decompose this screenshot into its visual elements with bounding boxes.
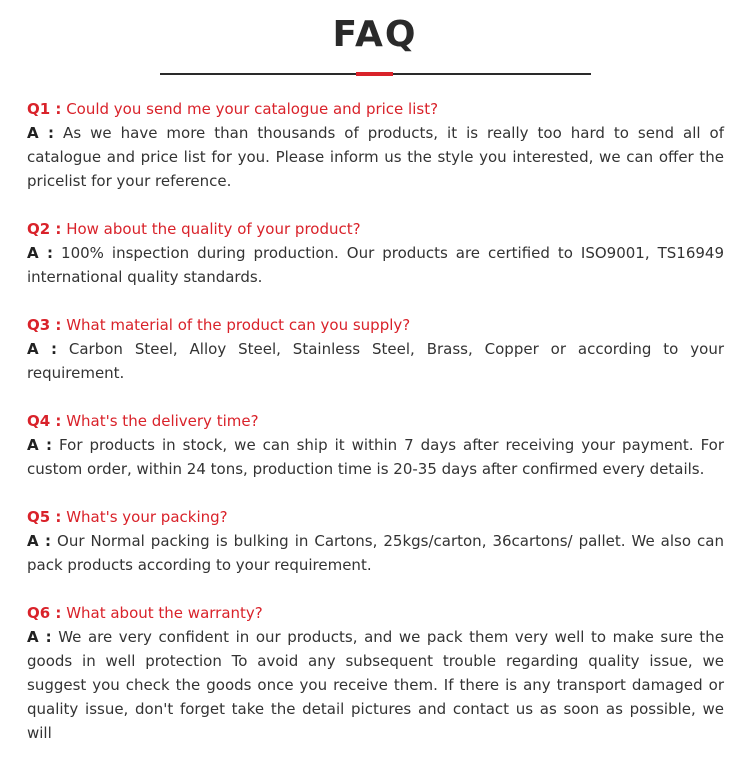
faq-item-5	[27, 505, 724, 577]
faq-answer	[27, 529, 724, 577]
question-label: Q5 :	[27, 508, 62, 526]
question-text: What about the warranty?	[61, 604, 263, 622]
faq-answer	[27, 121, 724, 193]
answer-label: A :	[27, 436, 53, 454]
question-label: Q1 :	[27, 100, 62, 118]
faq-answer	[27, 241, 724, 289]
faq-item-3	[27, 313, 724, 385]
faq-item-4	[27, 409, 724, 481]
answer-text: Carbon Steel, Alloy Steel, Stainless Steel, Brass, Copper or according to your requirement.	[27, 340, 724, 382]
question-label: Q4 :	[27, 412, 62, 430]
faq-question	[27, 409, 724, 433]
faq-answer	[27, 337, 724, 385]
faq-question	[27, 97, 724, 121]
question-label: Q2 :	[27, 220, 62, 238]
faq-answer	[27, 625, 724, 745]
question-label: Q6 :	[27, 604, 62, 622]
answer-label: A :	[27, 244, 54, 262]
faq-list	[27, 97, 724, 769]
answer-text: Our Normal packing is bulking in Cartons, 25kgs/carton, 36cartons/ pallet. We also can pack products according to your requirement.	[27, 532, 724, 574]
page-title: FAQ	[332, 14, 418, 55]
faq-item-1	[27, 97, 724, 193]
question-text: What's the delivery time?	[61, 412, 259, 430]
faq-item-2	[27, 217, 724, 289]
faq-answer	[27, 433, 724, 481]
faq-header	[0, 0, 750, 90]
answer-text: As we have more than thousands of products, it is really too hard to send all of catalogue and price list for you. Please inform us the style you interested, we can offer the pricelist for your reference.	[27, 124, 724, 190]
question-label: Q3 :	[27, 316, 62, 334]
faq-question	[27, 217, 724, 241]
faq-item-6	[27, 601, 724, 745]
answer-label: A :	[27, 532, 52, 550]
answer-label: A :	[27, 340, 57, 358]
faq-question	[27, 505, 724, 529]
answer-label: A :	[27, 628, 52, 646]
answer-text: 100% inspection during production. Our products are certified to ISO9001, TS16949 international quality standards.	[27, 244, 724, 286]
question-text: What's your packing?	[61, 508, 228, 526]
title-underline-accent	[356, 72, 393, 76]
faq-question	[27, 313, 724, 337]
faq-question	[27, 601, 724, 625]
question-text: How about the quality of your product?	[61, 220, 361, 238]
answer-label: A :	[27, 124, 55, 142]
question-text: What material of the product can you supply?	[61, 316, 411, 334]
answer-text: We are very confident in our products, and we pack them very well to make sure the goods in well protection To avoid any subsequent trouble regarding quality issue, we suggest you check the goods once you receive them. If there is any transport damaged or quality issue, don't forget take the detail pictures and contact us as soon as possible, we will	[27, 628, 724, 742]
answer-text: For products in stock, we can ship it within 7 days after receiving your payment. For custom order, within 24 tons, production time is 20-35 days after confirmed every details.	[27, 436, 725, 478]
question-text: Could you send me your catalogue and price list?	[61, 100, 439, 118]
